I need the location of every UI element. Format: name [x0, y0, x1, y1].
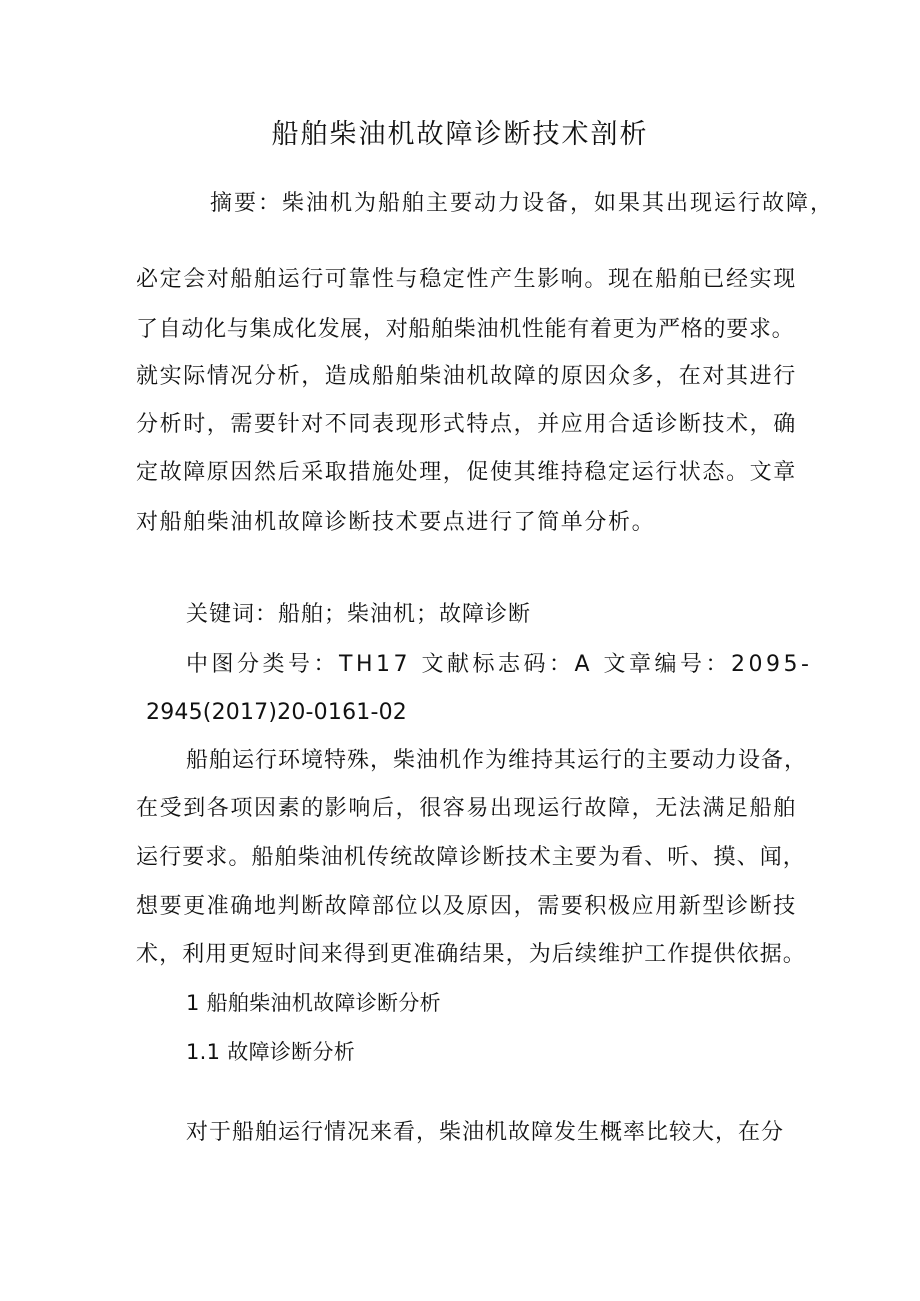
intro-line-4: 想要更准确地判断故障部位以及原因，需要积极应用新型诊断技: [136, 894, 797, 919]
abstract-line-4: 就实际情况分析，造成船舶柴油机故障的原因众多，在对其进行: [136, 364, 797, 389]
section-heading-1: 1 船舶柴油机故障诊断分析: [186, 991, 441, 1015]
intro-line-1: 船舶运行环境特殊，柴油机作为维持其运行的主要动力设备，: [186, 748, 808, 773]
abstract-line-6: 定故障原因然后采取措施处理，促使其维持稳定运行状态。文章: [136, 460, 797, 485]
abstract-line-5: 分析时，需要针对不同表现形式特点，并应用合适诊断技术，确: [136, 412, 797, 437]
classification-line-1: 中图分类号：TH17 文献标志码：A 文章编号：2095-: [186, 652, 813, 677]
abstract-line-7: 对船舶柴油机故障诊断技术要点进行了简单分析。: [136, 510, 656, 535]
abstract-line-3: 了自动化与集成化发展，对船舶柴油机性能有着更为严格的要求。: [136, 317, 795, 342]
intro-line-3: 运行要求。船舶柴油机传统故障诊断技术主要为看、听、摸、闻，: [136, 845, 806, 870]
intro-line-5: 术，利用更短时间来得到更准确结果，为后续维护工作提供依据。: [136, 942, 806, 967]
body-line-1: 对于船舶运行情况来看，柴油机故障发生概率比较大，在分: [186, 1120, 785, 1145]
intro-line-2: 在受到各项因素的影响后，很容易出现运行故障，无法满足船舶: [136, 796, 797, 821]
section-heading-1-1: 1.1 故障诊断分析: [186, 1040, 356, 1064]
abstract-line-1: 摘要：柴油机为船舶主要动力设备，如果其出现运行故障，: [210, 191, 835, 216]
classification-line-2: 2945(2017)20-0161-02: [146, 700, 407, 725]
keywords-line: 关键词：船舶；柴油机；故障诊断: [186, 602, 532, 627]
document-title: 船舶柴油机故障诊断技术剖析: [271, 119, 649, 150]
abstract-line-2: 必定会对船舶运行可靠性与稳定性产生影响。现在船舶已经实现: [136, 267, 797, 292]
